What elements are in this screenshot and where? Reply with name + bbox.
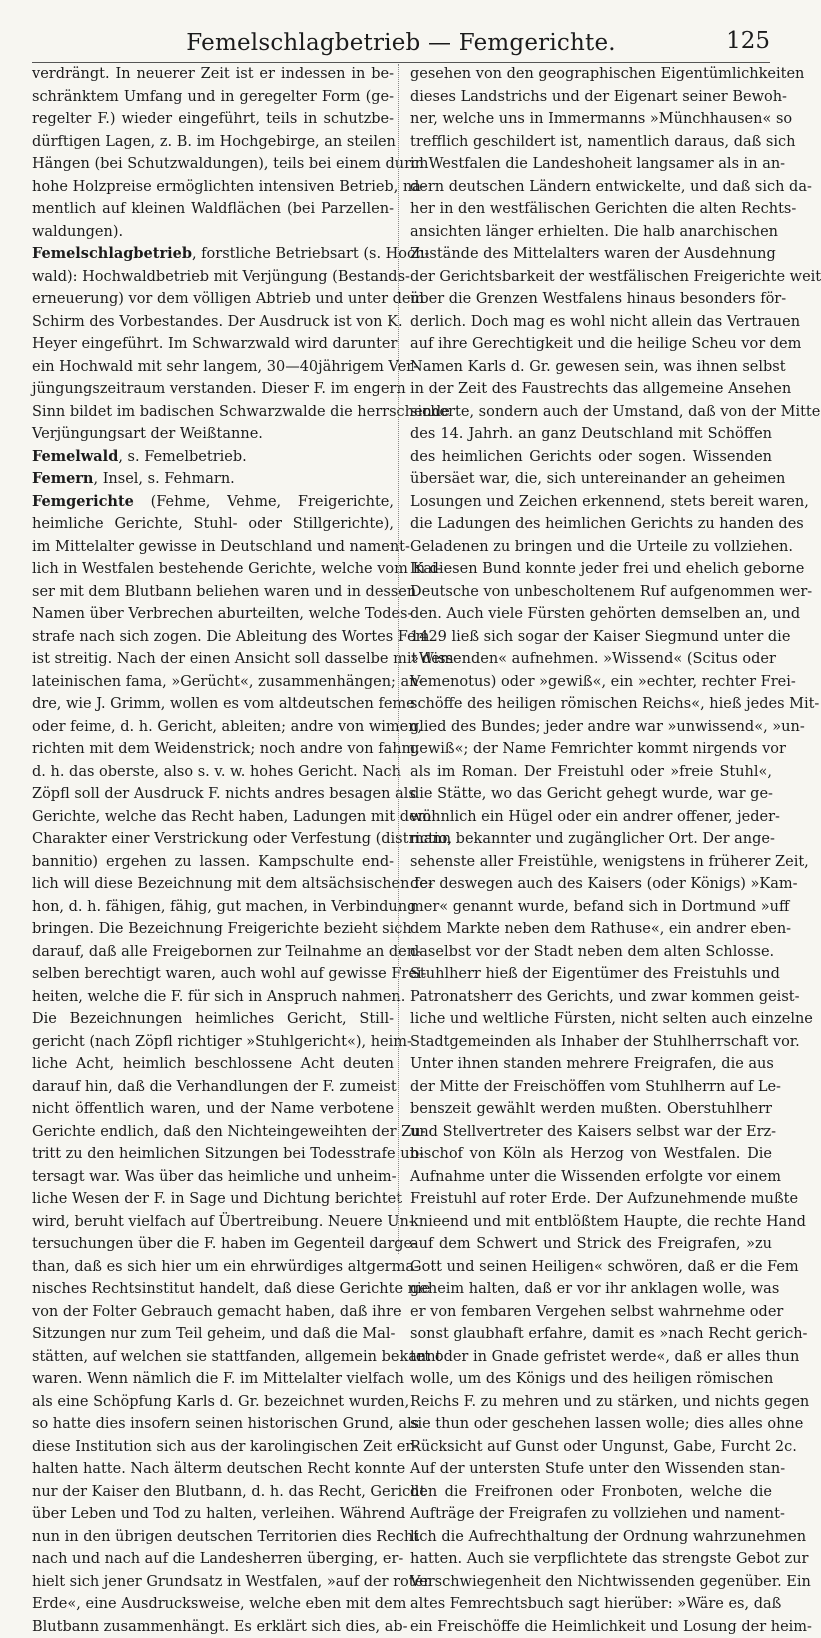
text-line: ein Hochwald mit sehr langem, 30—40jährigem Ver- [32,356,394,379]
text-line: hohe Holzpreise ermöglichten intensiven Betrieb, na- [32,176,394,199]
text-line: gesehen von den geographischen Eigentümlichkeiten [410,63,772,86]
text-line: Verschwiegenheit den Nichtwissenden gegenüber. Ein [410,1571,772,1594]
text-line: ser mit dem Blutbann beliehen waren und in dessen [32,581,394,604]
text-line: gericht (nach Zöpfl richtiger »Stuhlgericht«), heim- [32,1031,394,1054]
text-line: dürftigen Lagen, z. B. im Hochgebirge, an steilen [32,131,394,154]
text-line: Femelschlagbetrieb, forstliche Betriebsart (s. Hoch- [32,243,394,266]
text-line: auf dem Schwert und Strick des Freigrafen, »zu [410,1233,772,1256]
text-line: derlich. Doch mag es wohl nicht allein das Vertrauen [410,311,772,334]
text-line: Erde«, eine Ausdrucksweise, welche eben mit dem [32,1593,394,1616]
text-line: der Mitte der Freischöffen vom Stuhlherrn auf Le- [410,1076,772,1099]
text-line: Losungen und Zeichen erkennend, stets bereit waren, [410,491,772,514]
text-line: Deutsche von unbescholtenem Ruf aufgenommen wer- [410,581,772,604]
text-line: ner, welche uns in Immermanns »Münchhausen« so [410,108,772,131]
text-line: Charakter einer Verstrickung oder Verfestung (districtio, [32,828,394,851]
entry-headword: Femelschlagbetrieb [32,245,192,262]
text-line: Femelwald, s. Femelbetrieb. [32,446,394,469]
text-line: als eine Schöpfung Karls d. Gr. bezeichnet wurden, [32,1391,394,1414]
text-line: nur der Kaiser den Blutbann, d. h. das Recht, Gericht [32,1481,394,1504]
text-line: daselbst vor der Stadt neben dem alten Schlosse. [410,941,772,964]
text-line: Gerichte, welche das Recht haben, Ladungen mit dem [32,806,394,829]
text-line: hon, d. h. fähigen, fähig, gut machen, in Verbindung [32,896,394,919]
text-line: her in den westfälischen Gerichten die alten Rechts- [410,198,772,221]
text-line: lich die Aufrechthaltung der Ordnung wahrzunehmen [410,1526,772,1549]
text-line: Gott und seinen Heiligen« schwören, daß er die Fem [410,1256,772,1279]
text-line: Gerichte endlich, daß den Nichteingeweihten der Zu- [32,1121,394,1144]
text-line: lich in Westfalen bestehende Gerichte, welche vom Kai- [32,558,394,581]
text-line: über die Grenzen Westfalens hinaus besonders för- [410,288,772,311]
text-line: lateinischen fama, »Gerücht«, zusammenhängen; an- [32,671,394,694]
page-header [32,20,770,60]
text-line: waldungen). [32,221,394,244]
left-column [32,63,394,1638]
text-line: strafe nach sich zogen. Die Ableitung des Wortes Fem [32,626,394,649]
text-line: Hängen (bei Schutzwaldungen), teils bei einem durch [32,153,394,176]
text-line: wird, beruht vielfach auf Übertreibung. Neuere Un- [32,1211,394,1234]
text-line: sonst glaubhaft erfahre, damit es »nach Recht gerich- [410,1323,772,1346]
entry-headword: Femern [32,470,93,487]
text-line: mentlich auf kleinen Waldflächen (bei Parzellen- [32,198,394,221]
text-line: hatten. Auch sie verpflichtete das strengste Gebot zur [410,1548,772,1571]
text-line: wolle, um des Königs und des heiligen römischen [410,1368,772,1391]
text-line: hielt sich jener Grundsatz in Westfalen, »auf der roten [32,1571,394,1594]
text-line: selben berechtigt waren, auch wohl auf gewisse Frei- [32,963,394,986]
text-line: so hatte dies insofern seinen historischen Grund, als [32,1413,394,1436]
text-line: nicht öffentlich waren, und der Name verbotene [32,1098,394,1121]
text-line: des 14. Jahrh. an ganz Deutschland mit Schöffen [410,423,772,446]
text-line: Namen Karls d. Gr. gewesen sein, was ihnen selbst [410,356,772,379]
right-column [410,63,772,1638]
text-line: auf ihre Gerechtigkeit und die heilige Scheu vor dem [410,333,772,356]
text-line: sie thun oder geschehen lassen wolle; dies alles ohne [410,1413,772,1436]
text-line: darauf, daß alle Freigebornen zur Teilnahme an den- [32,941,394,964]
text-line: altes Femrechtsbuch sagt hierüber: »Wäre es, daß [410,1593,772,1616]
text-line: Freistuhl auf roter Erde. Der Aufzunehmende mußte [410,1188,772,1211]
text-line: Stuhlherr hieß der Eigentümer des Freistuhls und [410,963,772,986]
text-line: richten mit dem Weidenstrick; noch andre von fahm, [32,738,394,761]
text-line: Blutbann zusammenhängt. Es erklärt sich dies, ab- [32,1616,394,1638]
text-line: than, daß es sich hier um ein ehrwürdiges altgerma- [32,1256,394,1279]
text-line: dre, wie J. Grimm, wollen es vom altdeutschen feme [32,693,394,716]
text-line: in Westfalen die Landeshoheit langsamer als in an- [410,153,772,176]
text-line: wöhnlich ein Hügel oder ein andrer offener, jeder- [410,806,772,829]
text-line: regelter F.) wieder eingeführt, teils in schutzbe- [32,108,394,131]
text-line: tritt zu den heimlichen Sitzungen bei Todesstrafe un- [32,1143,394,1166]
text-line: heimliche Gerichte, Stuhl- oder Stillgerichte), [32,513,394,536]
text-line: Unter ihnen standen mehrere Freigrafen, die aus [410,1053,772,1076]
page-number: 125 [726,28,770,54]
text-line: Verjüngungsart der Weißtanne. [32,423,394,446]
text-line: ist streitig. Nach der einen Ansicht soll dasselbe mit dem [32,648,394,671]
text-line: der Gerichtsbarkeit der westfälischen Freigerichte weit [410,266,772,289]
text-line: Heyer eingeführt. Im Schwarzwald wird darunter [32,333,394,356]
text-line: Femgerichte (Fehme, Vehme, Freigerichte, [32,491,394,514]
text-line: stätten, auf welchen sie stattfanden, allgemein bekannt [32,1346,394,1369]
text-line: Vemenotus) oder »gewiß«, ein »echter, rechter Frei- [410,671,772,694]
text-line: schränktem Umfang und in geregelter Form (ge- [32,86,394,109]
text-line: liche Wesen der F. in Sage und Dichtung berichtet [32,1188,394,1211]
text-line: dieses Landstrichs und der Eigenart seiner Bewoh- [410,86,772,109]
text-line: liche Acht, heimlich beschlossene Acht deuten [32,1053,394,1076]
text-line: halten hatte. Nach älterm deutschen Recht konnte [32,1458,394,1481]
text-line: dern deutschen Ländern entwickelte, und daß sich da- [410,176,772,199]
running-title: Femelschlagbetrieb — Femgerichte. [32,30,770,56]
text-line: erneuerung) vor dem völligen Abtrieb und unter dem [32,288,394,311]
text-line: sicherte, sondern auch der Umstand, daß von der Mitte [410,401,772,424]
column-divider [398,64,399,1254]
text-line: Auf der untersten Stufe unter den Wissenden stan- [410,1458,772,1481]
text-line: tersuchungen über die F. haben im Gegenteil darge- [32,1233,394,1256]
text-line: jüngungszeitraum verstanden. Dieser F. im engern [32,378,394,401]
text-line: nach und nach auf die Landesherren überging, er- [32,1548,394,1571]
text-line: und Stellvertreter des Kaisers selbst war der Erz- [410,1121,772,1144]
text-line: über Leben und Tod zu halten, verleihen. Während [32,1503,394,1526]
text-line: benszeit gewählt werden mußten. Oberstuhlherr [410,1098,772,1121]
text-line: d. h. das oberste, also s. v. w. hohes Gericht. Nach [32,761,394,784]
text-line: verdrängt. In neuerer Zeit ist er indessen in be- [32,63,394,86]
text-line: Femern, Insel, s. Fehmarn. [32,468,394,491]
text-line: er von fembaren Vergehen selbst wahrnehme oder [410,1301,772,1324]
text-line: die Ladungen des heimlichen Gerichts zu handen des [410,513,772,536]
text-line: Reichs F. zu mehren und zu stärken, und nichts gegen [410,1391,772,1414]
text-line: Schirm des Vorbestandes. Der Ausdruck ist von K. [32,311,394,334]
text-line: die Stätte, wo das Gericht gehegt wurde, war ge- [410,783,772,806]
text-line: mann bekannter und zugänglicher Ort. Der ange- [410,828,772,851]
text-line: des heimlichen Gerichts oder sogen. Wissenden [410,446,772,469]
text-line: nisches Rechtsinstitut handelt, daß diese Gerichte nie [32,1278,394,1301]
text-line: Aufträge der Freigrafen zu vollziehen und nament- [410,1503,772,1526]
text-line: gewiß«; der Name Femrichter kommt nirgends vor [410,738,772,761]
text-line: Die Bezeichnungen heimliches Gericht, Still- [32,1008,394,1031]
text-line: liche und weltliche Fürsten, nicht selten auch einzelne [410,1008,772,1031]
text-line: dem Markte neben dem Rathuse«, ein andrer eben- [410,918,772,941]
text-line: Geladenen zu bringen und die Urteile zu vollziehen. [410,536,772,559]
text-line: Sitzungen nur zum Teil geheim, und daß die Mal- [32,1323,394,1346]
text-line: ein Freischöffe die Heimlichkeit und Losung der heim- [410,1616,772,1638]
text-line: 1429 ließ sich sogar der Kaiser Siegmund unter die [410,626,772,649]
text-line: waren. Wenn nämlich die F. im Mittelalter vielfach [32,1368,394,1391]
text-line: Namen über Verbrechen aburteilten, welche Todes- [32,603,394,626]
text-line: heiten, welche die F. für sich in Anspruch nahmen. [32,986,394,1009]
text-line: nun in den übrigen deutschen Territorien dies Recht [32,1526,394,1549]
text-line: geheim halten, daß er vor ihr anklagen wolle, was [410,1278,772,1301]
text-line: Zöpfl soll der Ausdruck F. nichts andres besagen als [32,783,394,806]
text-line: als im Roman. Der Freistuhl oder »freie Stuhl«, [410,761,772,784]
text-line: oder feime, d. h. Gericht, ableiten; andre von wimen, [32,716,394,739]
text-line: den die Freifronen oder Fronboten, welche die [410,1481,772,1504]
text-line: sehenste aller Freistühle, wenigstens in früherer Zeit, [410,851,772,874]
text-line: darauf hin, daß die Verhandlungen der F. zumeist [32,1076,394,1099]
text-line: den. Auch viele Fürsten gehörten demselben an, und [410,603,772,626]
text-line: trefflich geschildert ist, namentlich daraus, daß sich [410,131,772,154]
text-line: von der Folter Gebrauch gemacht haben, daß ihre [32,1301,394,1324]
text-line: der deswegen auch des Kaisers (oder Königs) »Kam- [410,873,772,896]
text-line: mer« genannt wurde, befand sich in Dortmund »uff [410,896,772,919]
text-line: knieend und mit entblößtem Haupte, die rechte Hand [410,1211,772,1234]
text-line: schöffe des heiligen römischen Reichs«, hieß jedes Mit- [410,693,772,716]
text-line: »Wissenden« aufnehmen. »Wissend« (Scitus oder [410,648,772,671]
text-line: Rücksicht auf Gunst oder Ungunst, Gabe, Furcht 2c. [410,1436,772,1459]
text-line: im Mittelalter gewisse in Deutschland und nament- [32,536,394,559]
text-line: glied des Bundes; jeder andre war »unwissend«, »un- [410,716,772,739]
text-line: übersäet war, die, sich untereinander an geheimen [410,468,772,491]
text-line: bischof von Köln als Herzog von Westfalen. Die [410,1143,772,1166]
text-line: tersagt war. Was über das heimliche und unheim- [32,1166,394,1189]
text-line: lich will diese Bezeichnung mit dem altsächsischen fe- [32,873,394,896]
text-line: Patronatsherr des Gerichts, und zwar kommen geist- [410,986,772,1009]
text-line: bannitio) ergehen zu lassen. Kampschulte end- [32,851,394,874]
text-line: tet oder in Gnade gefristet werde«, daß er alles thun [410,1346,772,1369]
text-line: Aufnahme unter die Wissenden erfolgte vor einem [410,1166,772,1189]
text-line: Stadtgemeinden als Inhaber der Stuhlherrschaft vor. [410,1031,772,1054]
text-line: Sinn bildet im badischen Schwarzwalde die herrschende [32,401,394,424]
text-line: ansichten länger erhielten. Die halb anarchischen [410,221,772,244]
text-line: In diesen Bund konnte jeder frei und ehelich geborne [410,558,772,581]
text-line: bringen. Die Bezeichnung Freigerichte bezieht sich [32,918,394,941]
text-line: wald): Hochwaldbetrieb mit Verjüngung (Bestands- [32,266,394,289]
text-line: Zustände des Mittelalters waren der Ausdehnung [410,243,772,266]
entry-headword: Femelwald [32,448,118,465]
text-line: in der Zeit des Faustrechts das allgemeine Ansehen [410,378,772,401]
text-line: diese Institution sich aus der karolingischen Zeit er- [32,1436,394,1459]
entry-headword: Femgerichte [32,493,134,510]
